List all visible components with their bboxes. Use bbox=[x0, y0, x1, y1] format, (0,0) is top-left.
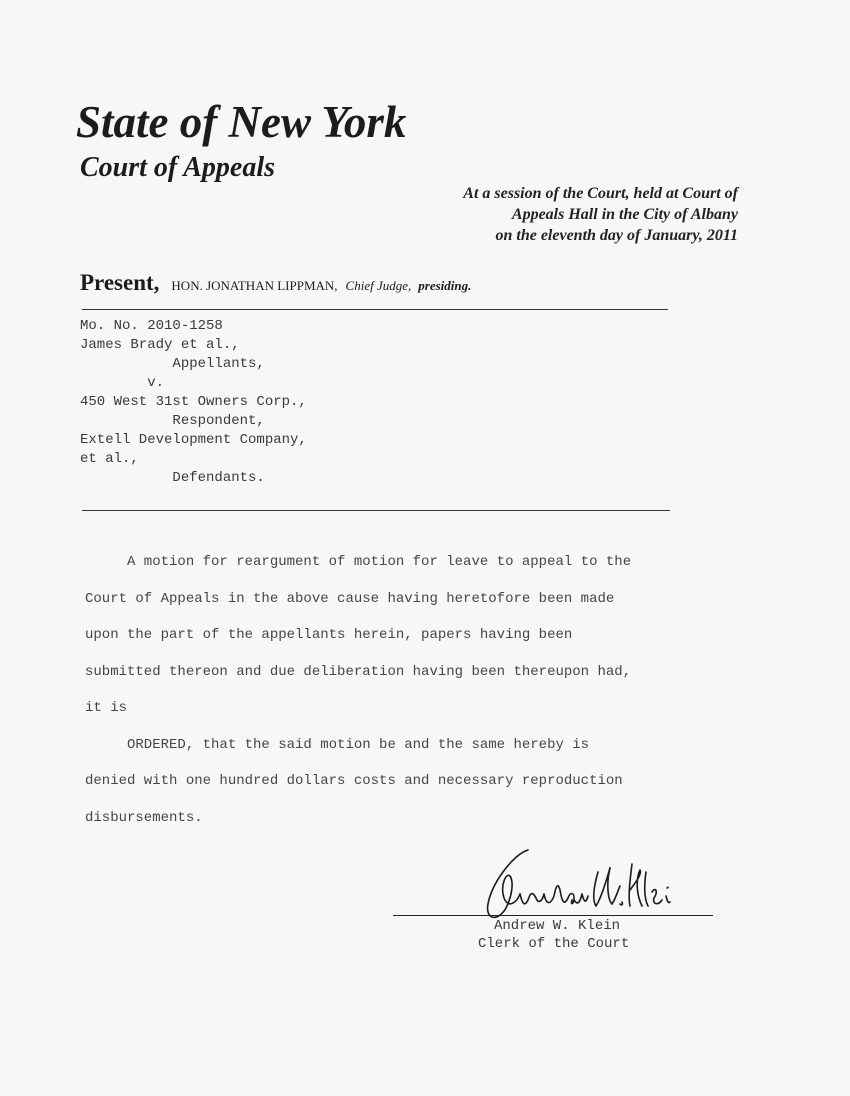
judge-title: Chief Judge, bbox=[345, 278, 412, 293]
body-line: it is bbox=[85, 700, 128, 716]
body-line: Court of Appeals in the above cause having heretofore been made bbox=[85, 590, 615, 607]
divider-bottom bbox=[82, 510, 670, 511]
presiding-text: presiding. bbox=[418, 278, 472, 293]
motion-number: Mo. No. 2010-1258 bbox=[80, 318, 223, 334]
session-line: At a session of the Court, held at Court of bbox=[463, 185, 738, 202]
clerk-title: Clerk of the Court bbox=[478, 936, 630, 952]
body-line: disbursements. bbox=[85, 809, 203, 826]
body-line: denied with one hundred dollars costs and necessary reproduction bbox=[85, 773, 623, 789]
caption-line: Extell Development Company, bbox=[80, 432, 307, 448]
court-title: Court of Appeals bbox=[80, 152, 275, 183]
caption-line: Respondent, bbox=[80, 413, 265, 429]
body-line: submitted thereon and due deliberation having been thereupon had, bbox=[85, 663, 632, 680]
caption-line: et al., bbox=[80, 451, 139, 467]
present-label: Present, bbox=[80, 270, 160, 295]
caption-line: James Brady et al., bbox=[80, 337, 240, 353]
body-line: A motion for reargument of motion for leave to appeal to the bbox=[85, 554, 632, 570]
caption-line: v. bbox=[80, 375, 165, 391]
order-body bbox=[85, 544, 765, 836]
judge-name: HON. JONATHAN LIPPMAN, bbox=[171, 278, 338, 293]
signature-line bbox=[393, 915, 713, 916]
body-line: upon the part of the appellants herein, papers having been bbox=[85, 627, 573, 643]
present-line bbox=[80, 270, 471, 296]
session-statement bbox=[463, 183, 738, 246]
clerk-block bbox=[478, 917, 629, 953]
case-caption bbox=[80, 317, 307, 488]
session-line: Appeals Hall in the City of Albany bbox=[511, 206, 738, 223]
body-line: ORDERED, that the said motion be and the same hereby is bbox=[85, 736, 590, 753]
caption-line: 450 West 31st Owners Corp., bbox=[80, 394, 307, 410]
state-title: State of New York bbox=[76, 97, 407, 147]
caption-line: Appellants, bbox=[80, 356, 265, 372]
clerk-name: Andrew W. Klein bbox=[494, 918, 621, 934]
session-line: on the eleventh day of January, 2011 bbox=[495, 227, 738, 244]
divider-top bbox=[82, 309, 668, 310]
caption-line: Defendants. bbox=[80, 470, 265, 486]
